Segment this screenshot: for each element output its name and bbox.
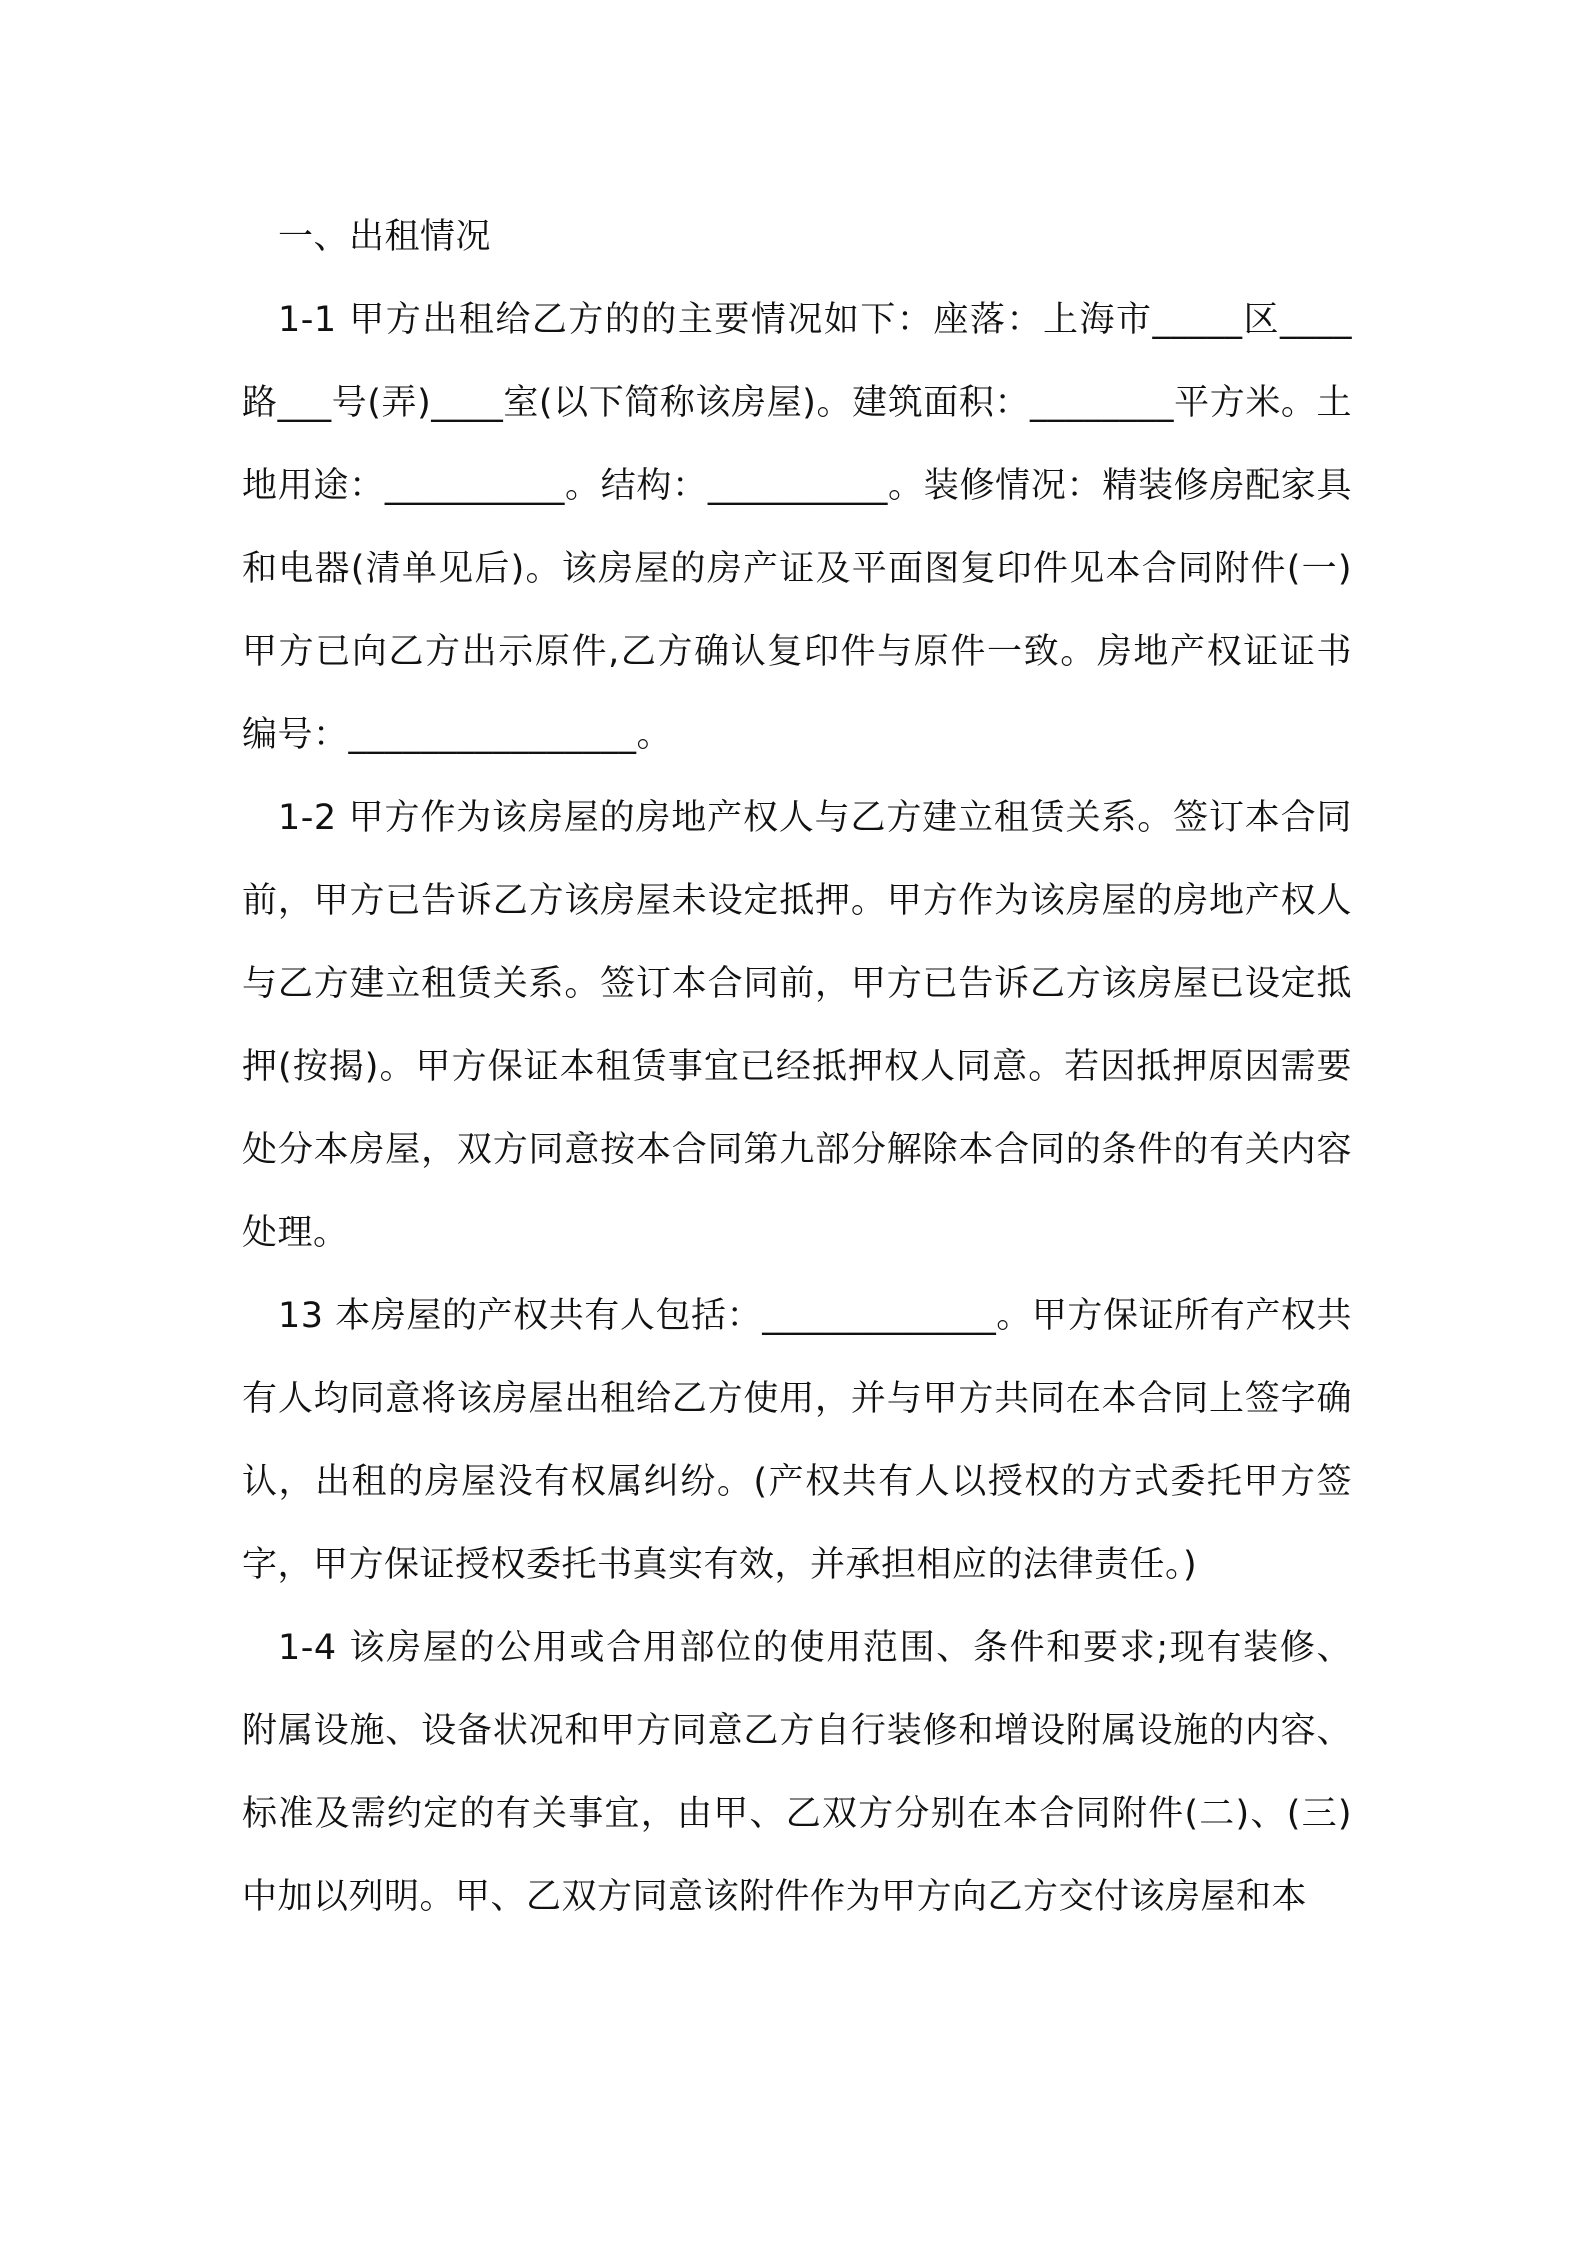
- document-body: [242, 196, 1352, 1939]
- section-heading: 一、出租情况: [278, 217, 492, 257]
- clause-1-4: 1-4 该房屋的公用或合用部位的使用范围、条件和要求;现有装修、附属设施、设备状况和甲方同意乙方自行装修和增设附属设施的内容、标准及需约定的有关事宜，由甲、乙双方分别在本合同附件(二)、(三)中加以列明。甲、乙双方同意该附件作为甲方向乙方交付该房屋和本: [242, 1628, 1352, 1917]
- clause-1-3: 13 本房屋的产权共有人包括：_____________。甲方保证所有产权共有人均同意将该房屋出租给乙方使用，并与甲方共同在本合同上签字确认，出租的房屋没有权属纠纷。(产权共有人以授权的方式委托甲方签字，甲方保证授权委托书真实有效，并承担相应的法律责任。): [242, 1296, 1352, 1585]
- clause-1-1: 1-1 甲方出租给乙方的的主要情况如下：座落：上海市_____区____路___号(弄)____室(以下简称该房屋)。建筑面积：________平方米。土地用途：__________。结构：__________。装修情况：精装修房配家具和电器(清单见后)。该房屋的房产证及平面图复印件见本合同附件(一)甲方已向乙方出示原件,乙方确认复印件与原件一致。房地产权证证书编号：________________。: [242, 300, 1352, 755]
- clause-1-2: 1-2 甲方作为该房屋的房地产权人与乙方建立租赁关系。签订本合同前，甲方已告诉乙方该房屋未设定抵押。甲方作为该房屋的房地产权人与乙方建立租赁关系。签订本合同前，甲方已告诉乙方该房屋已设定抵押(按揭)。甲方保证本租赁事宜已经抵押权人同意。若因抵押原因需要处分本房屋，双方同意按本合同第九部分解除本合同的条件的有关内容处理。: [242, 798, 1352, 1253]
